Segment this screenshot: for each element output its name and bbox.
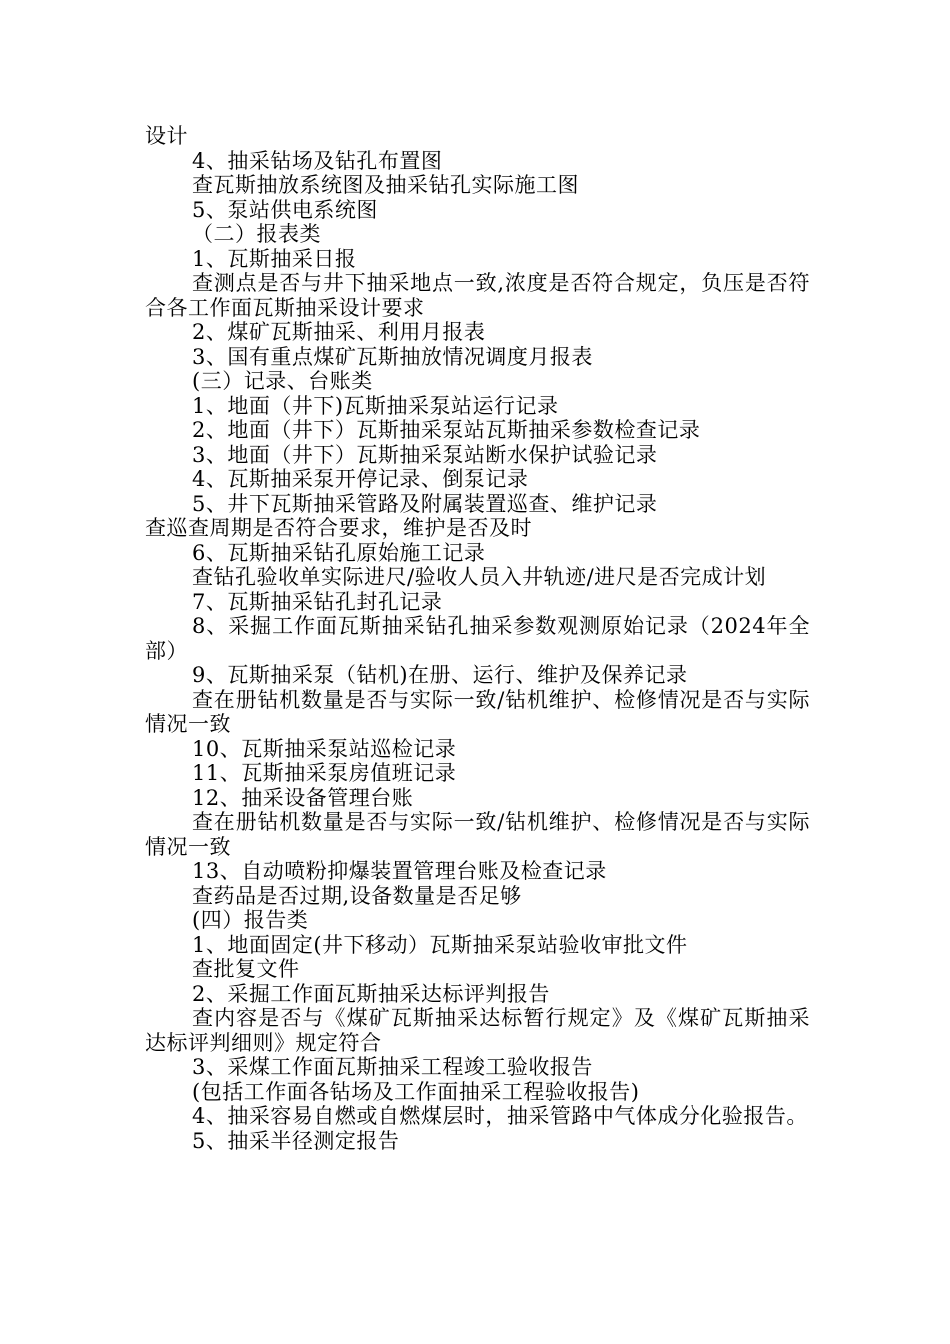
text-line: 设计 [145,124,188,148]
text-line: 查批复文件 [192,957,300,981]
text-line: 2、采掘工作面瓦斯抽采达标评判报告 [192,981,550,1006]
paragraph: 查在册钻机数量是否与实际一致/钻机维护、检修情况是否与实际情况一致 [145,810,810,859]
text-line: 1、地面固定(井下移动）瓦斯抽采泵站验收审批文件 [192,932,688,957]
text-line: 12、抽采设备管理台账 [192,785,414,810]
text-line: 1、地面（井下)瓦斯抽采泵站运行记录 [192,393,559,418]
paragraph: 查钻孔验收单实际进尺/验收人员入井轨迹/进尺是否完成计划 [192,565,767,589]
text-line: 3、国有重点煤矿瓦斯抽放情况调度月报表 [192,344,593,369]
text-line: 10、瓦斯抽采泵站巡检记录 [192,736,457,761]
text-line: 6、瓦斯抽采钻孔原始施工记录 [192,540,486,565]
paragraph: 8、采掘工作面瓦斯抽采钻孔抽采参数观测原始记录（2024年全部） [145,614,810,663]
text-line: 5、井下瓦斯抽采管路及附属装置巡查、维护记录 [192,491,658,516]
text-line: 13、自动喷粉抑爆装置管理台账及检查记录 [192,859,607,883]
document-body [145,124,810,1153]
text-line: 1、瓦斯抽采日报 [192,246,357,271]
text-line: (四）报告类 [192,908,309,932]
text-line: 查瓦斯抽放系统图及抽采钻孔实际施工图 [192,173,579,197]
text-line: 3、地面（井下）瓦斯抽采泵站断水保护试验记录 [192,442,658,467]
paragraph: 查在册钻机数量是否与实际一致/钻机维护、检修情况是否与实际情况一致 [145,687,810,736]
text-line: （二）报表类 [192,222,321,246]
paragraph: 4、抽采容易自燃或自燃煤层时，抽采管路中气体成分化验报告。 [192,1104,808,1128]
text-line: 4、抽采钻场及钻孔布置图 [192,148,443,173]
paragraph: 查测点是否与井下抽采地点一致,浓度是否符合规定，负压是否符合各工作面瓦斯抽采设计要求 [145,271,810,320]
text-line: 查药品是否过期,设备数量是否足够 [192,883,522,908]
text-line: (三）记录、台账类 [192,369,373,393]
text-line: 3、采煤工作面瓦斯抽采工程竣工验收报告 [192,1055,593,1079]
text-line: 7、瓦斯抽采钻孔封孔记录 [192,589,443,614]
text-line: 查巡查周期是否符合要求，维护是否及时 [145,516,532,540]
text-line: 2、地面（井下）瓦斯抽采泵站瓦斯抽采参数检查记录 [192,418,701,442]
text-line: 2、煤矿瓦斯抽采、利用月报表 [192,320,486,344]
text-line: 5、泵站供电系统图 [192,197,378,222]
text-line: 9、瓦斯抽采泵（钻机)在册、运行、维护及保养记录 [192,663,688,687]
text-line: 5、抽采半径测定报告 [192,1128,400,1153]
text-line: (包括工作面各钻场及工作面抽采工程验收报告) [192,1079,640,1104]
text-line: 11、瓦斯抽采泵房值班记录 [192,761,457,785]
paragraph: 查内容是否与《煤矿瓦斯抽采达标暂行规定》及《煤矿瓦斯抽采达标评判细则》规定符合 [145,1006,810,1055]
text-line: 4、瓦斯抽采泵开停记录、倒泵记录 [192,467,529,491]
